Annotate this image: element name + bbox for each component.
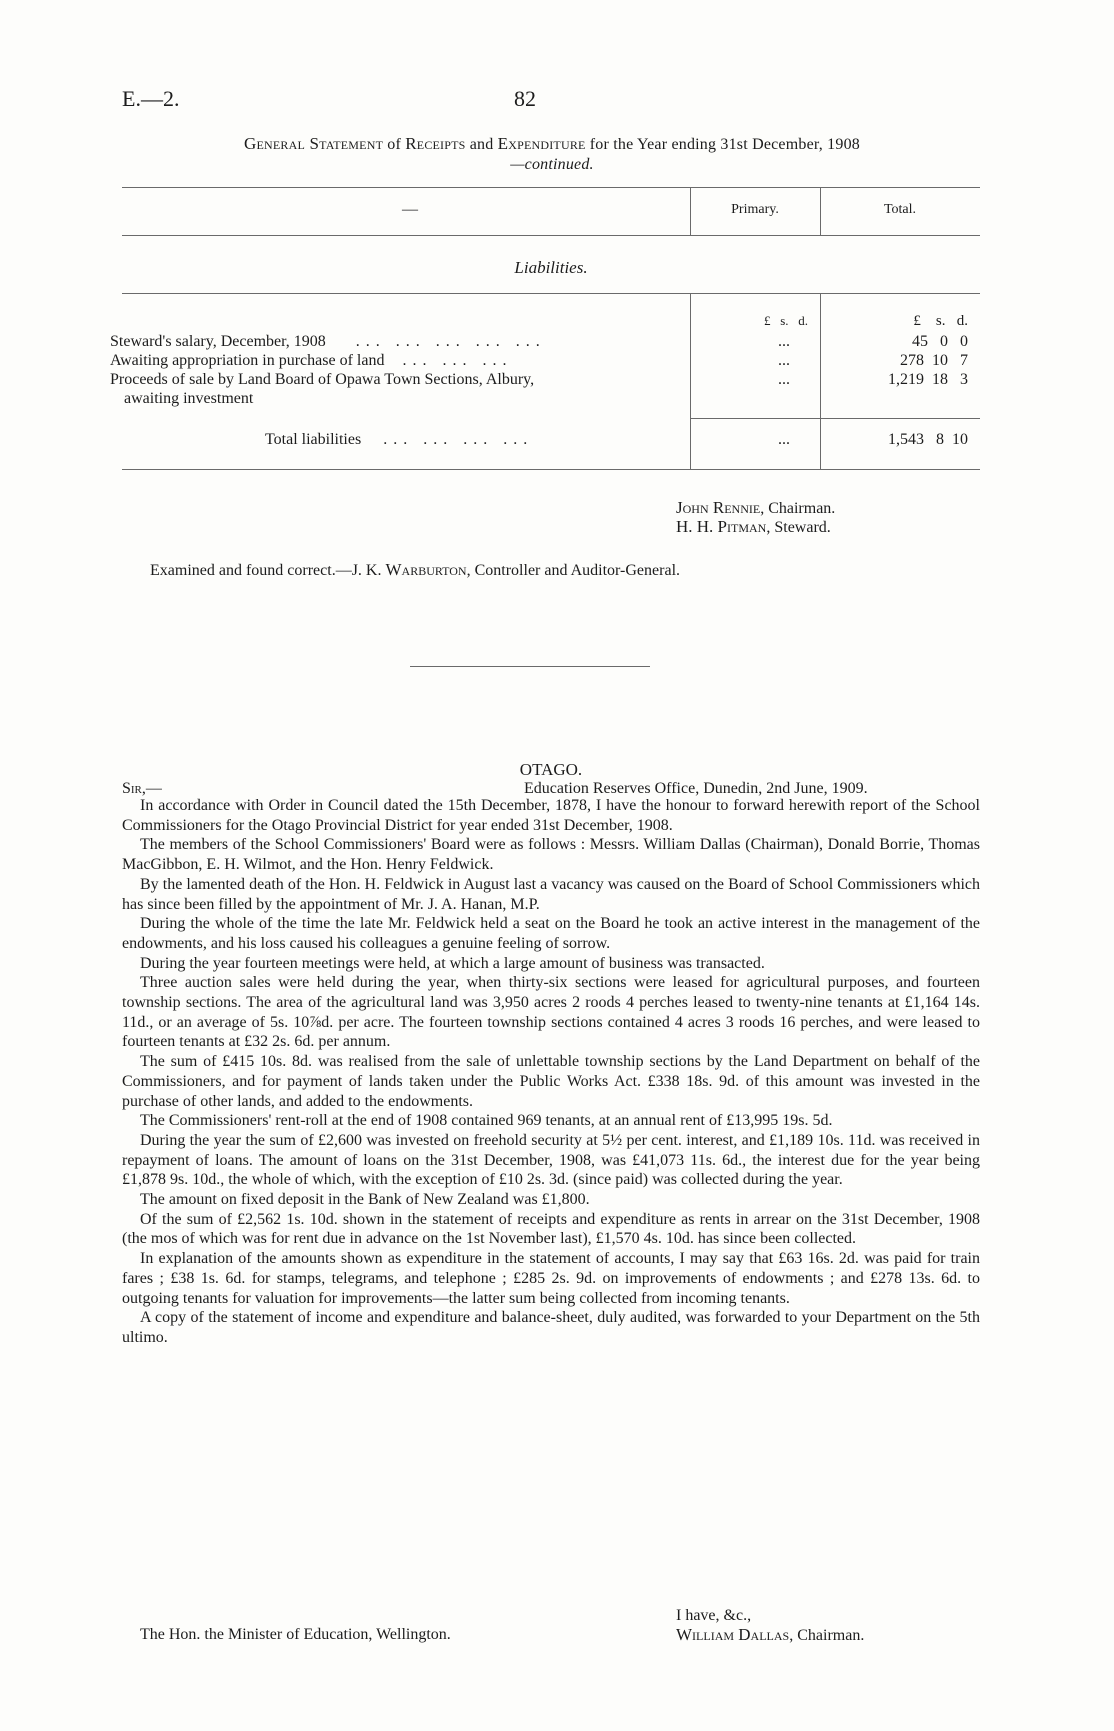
row-label: Steward's salary, December, 1908 bbox=[110, 333, 326, 350]
auditor-name: Warburton bbox=[385, 560, 467, 579]
table-top-rule bbox=[122, 187, 980, 188]
row-primary-value: ... bbox=[778, 333, 790, 350]
title-part: for the Year ending 31st December, 1908 bbox=[585, 136, 860, 153]
title-part: Expenditure bbox=[497, 134, 586, 153]
letter-recipient: The Hon. the Minister of Education, Wellington. bbox=[140, 1626, 451, 1643]
letter-paragraph: In explanation of the amounts shown as expenditure in the statement of accounts, I may say that £63 16s. 2d. was paid for train fares ; £38 1s. 6d. for stamps, telegrams, and telephone ; £285 2s. 9d. on improvements of endowments ; and £278 13s. 6d. to outgoing tenants for valuation for improvements—the latter sum being collected from incoming tenants. bbox=[122, 1250, 980, 1307]
table-bottom-rule bbox=[122, 469, 980, 470]
signature-steward bbox=[676, 517, 831, 537]
leader-dots: ... ... ... ... bbox=[383, 431, 534, 448]
row-label-cont: awaiting investment bbox=[124, 390, 254, 407]
audit-text: Examined and found correct.—J. K. bbox=[150, 562, 386, 579]
table-row bbox=[110, 332, 680, 351]
signature-chairman bbox=[676, 498, 835, 518]
row-primary-value: ... bbox=[778, 352, 790, 369]
section-separator bbox=[410, 666, 650, 667]
title-line-1 bbox=[122, 134, 982, 155]
letter-paragraph: During the year the sum of £2,600 was invested on freehold security at 5½ per cent. interest, and £1,189 10s. 11d. was received in repayment of loans. The amount of loans on the 31st December, 1908, was £41,073 11s. 6d., the interest due for the year being £1,878 9s. 10d., the whole of which, with the exception of £10 2s. 3d. (since paid) was collected during the year. bbox=[122, 1131, 980, 1189]
row-total-value: 1,219 18 3 bbox=[888, 371, 968, 388]
col-header-total: Total. bbox=[883, 202, 917, 217]
letter-body bbox=[122, 796, 980, 1348]
letter-salutation: Sir,— bbox=[122, 780, 162, 797]
letter-paragraph: By the lamented death of the Hon. H. Feldwick in August last a vacancy was caused on the Board of School Commissioners which has since been filled by the appointment of Mr. J. A. Hanan, M.P. bbox=[122, 875, 980, 913]
title-part: and bbox=[465, 136, 498, 153]
letter-signature bbox=[676, 1625, 864, 1645]
table-row bbox=[110, 370, 690, 408]
signer-name: H. H. Pitman bbox=[676, 517, 767, 536]
col-header-primary: Primary. bbox=[731, 202, 779, 217]
table-section-rule bbox=[122, 293, 980, 294]
letter-paragraph: During the year fourteen meetings were held, at which a large amount of business was transacted. bbox=[140, 954, 765, 972]
letter-paragraph: During the whole of the time the late Mr. Feldwick held a seat on the Board he took an active interest in the management of the endowments, and his loss caused his colleagues a genuine feeling of sorrow. bbox=[122, 915, 980, 952]
letter-paragraph: The amount on fixed deposit in the Bank of New Zealand was £1,800. bbox=[140, 1191, 590, 1209]
title-line-2: —continued. bbox=[510, 156, 594, 173]
letter-paragraph: Of the sum of £2,562 1s. 10d. shown in the statement of receipts and expenditure as rents in arrear on the 31st December, 1908 (the mos of which was for rent due in advance on the 1st November last), £1,570 4s. 10d. has since been collected. bbox=[122, 1210, 980, 1248]
table-row bbox=[110, 351, 680, 370]
letter-paragraph: Three auction sales were held during the year, when thirty-six sections were leased for agricultural purposes, and fourteen township sections. The area of the agricultural land was 3,950 acres 2 roods 4 perches leased to twenty-nine tenants at £1,164 14s. 11d., or an average of 5s. 10⅞d. per acre. The fourteen township sections contained 4 acres 3 roods 16 perches, and were leased to fourteen tenants at £32 2s. 6d. per annum. bbox=[122, 974, 980, 1051]
letter-paragraph: The members of the School Commissioners' Board were as follows : Messrs. William Dallas (Chairman), Donald Borrie, Thomas MacGibbon, E. H. Wilmot, and the Hon. Henry Feldwick. bbox=[122, 836, 980, 874]
row-total-value: 45 0 0 bbox=[912, 333, 968, 350]
row-label: Awaiting appropriation in purchase of land bbox=[110, 352, 385, 369]
table-subtotal-rule bbox=[690, 418, 980, 419]
total-label: Total liabilities bbox=[265, 431, 362, 448]
section-title: Liabilities. bbox=[514, 258, 588, 277]
letter-closing: I have, &c., bbox=[676, 1607, 752, 1624]
letter-address: Education Reserves Office, Dunedin, 2nd June, 1909. bbox=[524, 780, 868, 797]
leader-dots: ... ... ... bbox=[402, 352, 513, 369]
letter-paragraph: A copy of the statement of income and expenditure and balance-sheet, duly audited, was forwarded to your Department on the 5th ultimo. bbox=[122, 1309, 980, 1346]
letter-heading: OTAGO. bbox=[519, 760, 583, 779]
audit-statement bbox=[150, 560, 680, 580]
col-header-description: — bbox=[402, 201, 418, 218]
table-total-row bbox=[265, 430, 685, 449]
signer-role: , Chairman. bbox=[760, 500, 836, 517]
total-primary-value: ... bbox=[778, 431, 790, 448]
audit-text: , Controller and Auditor-General. bbox=[466, 562, 681, 579]
letter-paragraph: In accordance with Order in Council dated the 15th December, 1878, I have the honour to forward herewith report of the School Commissioners for the Otago Provincial District for year ended 31st December, 1908. bbox=[122, 797, 980, 834]
title-part: of bbox=[383, 136, 406, 153]
signer-name: John Rennie bbox=[676, 498, 761, 517]
leader-dots: ... ... ... ... ... bbox=[355, 333, 546, 350]
total-total-value: 1,543 8 10 bbox=[888, 431, 968, 448]
row-total-value: 278 10 7 bbox=[900, 352, 968, 369]
report-code: E.—2. bbox=[122, 86, 180, 111]
signer-name: William Dallas bbox=[676, 1625, 790, 1644]
row-label: Proceeds of sale by Land Board of Opawa Town Sections, Albury, bbox=[110, 371, 535, 388]
signer-role: , Steward. bbox=[766, 519, 831, 536]
letter-paragraph: The Commissioners' rent-roll at the end of 1908 contained 969 tenants, at an annual rent of £13,995 19s. 5d. bbox=[140, 1112, 833, 1130]
letter-paragraph: The sum of £415 10s. 8d. was realised from the sale of unlettable township sections by the Land Department on behalf of the Commissioners, and for payment of lands taken under the Public Works Act. £338 18s. 9d. of this amount was invested in the purchase of other lands, and added to the endowments. bbox=[122, 1053, 980, 1110]
unit-primary: £ s. d. bbox=[763, 313, 808, 328]
title-part: Receipts bbox=[405, 134, 466, 153]
unit-total: £ s. d. bbox=[913, 313, 968, 329]
page-number: 82 bbox=[514, 86, 536, 111]
row-primary-value: ... bbox=[778, 371, 790, 388]
table-header-rule bbox=[122, 235, 980, 236]
signer-role: , Chairman. bbox=[789, 1627, 865, 1644]
title-part: General Statement bbox=[244, 134, 384, 153]
statement-title bbox=[122, 134, 982, 175]
